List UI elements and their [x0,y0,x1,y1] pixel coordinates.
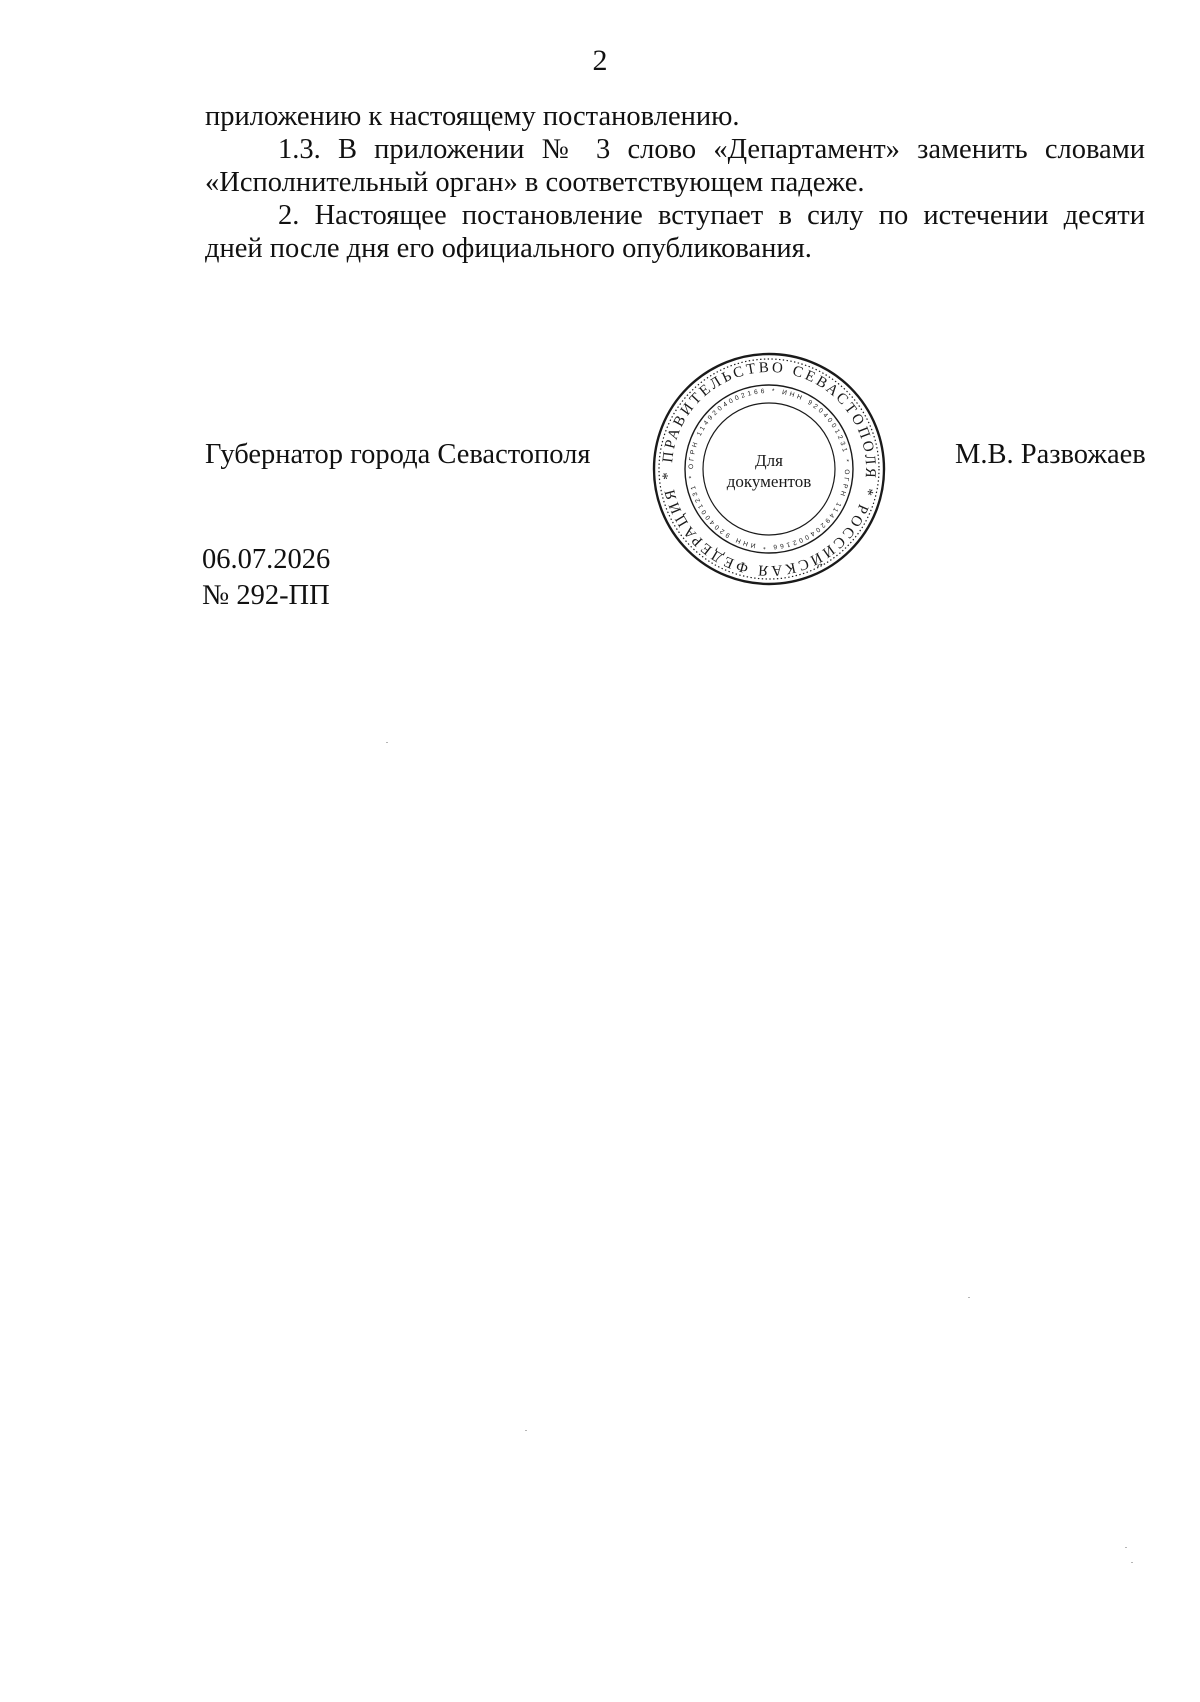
paragraph-1-3: 1.3. В приложении № 3 слово «Департамент» заменить словами «Исполнительный орган» в соответствующем падеже. [205,134,1145,198]
seal-center-line-2: документов [726,472,812,491]
signatory-name: М.В. Развожаев [955,439,1146,470]
seal-inner-text: ОГРН 1149204002166 * ИНН 9204001231 * ОГРН 1149204002166 * ИНН 9204001231 * [687,387,851,551]
paragraph-2: 2. Настоящее постановление вступает в силу по истечении десяти дней после дня его официального опубликования. [205,200,1145,264]
scan-speck [525,1430,527,1431]
signatory-title: Губернатор города Севастополя [205,439,591,470]
document-body [205,100,1145,265]
scan-speck [968,1297,970,1298]
document-meta [202,542,330,614]
scan-speck [1131,1562,1133,1563]
scan-speck [1125,1547,1127,1548]
seal-outer-text: ПРАВИТЕЛЬСТВО СЕВАСТОПОЛЯ * РОССИЙСКАЯ ФЕДЕРАЦИЯ * [659,359,879,579]
document-date: 06.07.2026 [202,544,331,575]
document-number: № 292-ПП [202,580,330,611]
official-seal-stamp [652,352,886,586]
paragraph-continuation: приложению к настоящему постановлению. [205,101,740,132]
seal-center-line-1: Для [755,451,783,470]
scan-speck [386,742,388,743]
page-number: 2 [592,44,608,77]
